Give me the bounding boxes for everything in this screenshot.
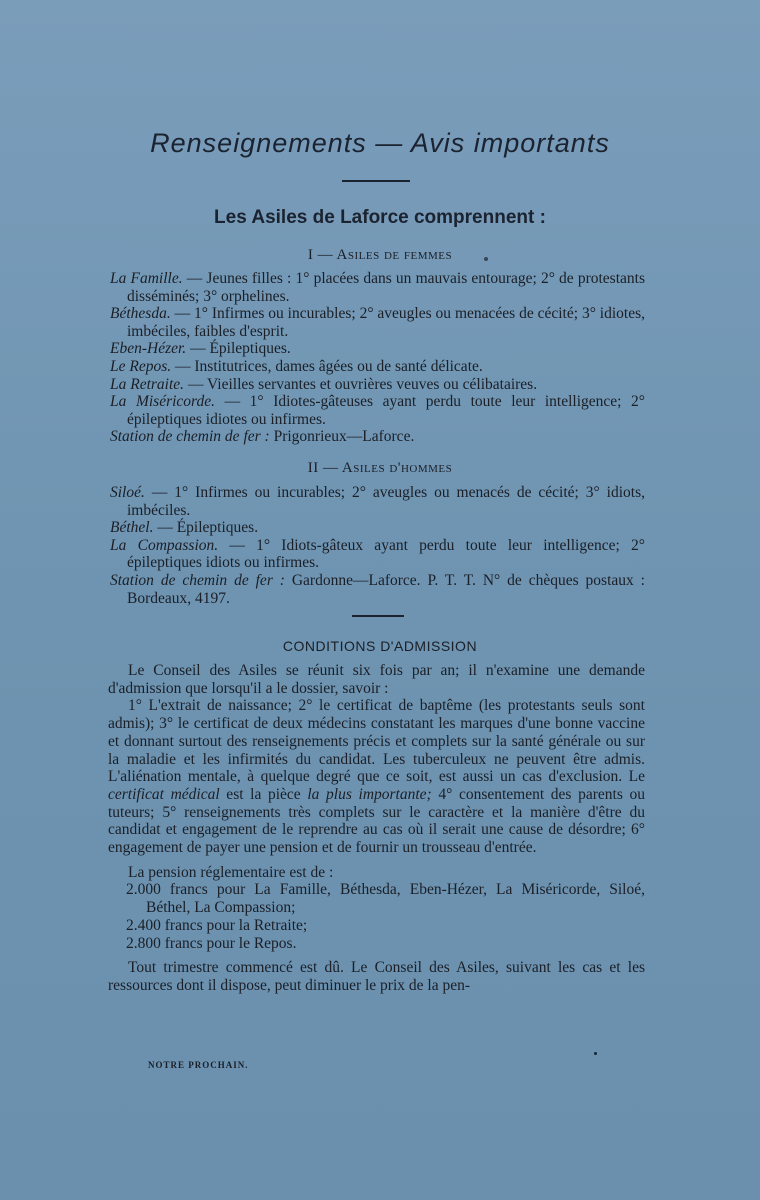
section-women-heading: I — Asiles de femmes	[307, 247, 453, 263]
list-item: Béthesda. — 1° Infirmes ou incurables; 2° aveugles ou menacées de cécité; 3° idiotes, imbéciles, faibles d'esprit.	[110, 305, 645, 340]
list-item: Eben-Hézer. — Épileptiques.	[110, 340, 291, 358]
list-item: La Compassion. — 1° Idiots-gâteux ayant perdu toute leur intelligence; 2° épileptiques idiots ou infirmes.	[110, 536, 645, 572]
pension-item: 2.400 francs pour la Retraite;	[126, 916, 308, 934]
section-men-heading: II — Asiles d'hommes	[307, 460, 453, 476]
subtitle: Les Asiles de Laforce comprennent :	[214, 207, 546, 228]
list-item: Siloé. — 1° Infirmes ou incurables; 2° aveugles ou menacés de cécité; 3° idiots, imbéciles.	[110, 484, 645, 519]
ink-dot	[484, 257, 488, 261]
pension-intro: La pension réglementaire est de :	[128, 863, 334, 881]
footer-signature: NOTRE PROCHAIN.	[148, 1060, 249, 1070]
list-item: La Famille. — Jeunes filles : 1° placées dans un mauvais entourage; 2° de protestants disséminés; 3° orphelines.	[110, 270, 645, 305]
page-title: Renseignements — Avis importants	[150, 128, 610, 158]
list-item: La Miséricorde. — 1° Idiotes-gâteuses ayant perdu toute leur intelligence; 2° épileptiques idiotes ou infirmes.	[110, 393, 645, 428]
section-rule	[352, 615, 404, 617]
conditions-text	[108, 662, 645, 995]
list-item: Béthel. — Épileptiques.	[110, 519, 259, 537]
title-rule	[342, 180, 410, 182]
pension-item: 2.000 francs pour La Famille, Béthesda, Eben-Hézer, La Miséricorde, Siloé, Béthel, La Compassion;	[126, 881, 645, 917]
section-women-list	[110, 270, 645, 446]
list-item: Le Repos. — Institutrices, dames âgées ou de santé délicate.	[110, 357, 483, 375]
list-item: Station de chemin de fer : Gardonne—Laforce. P. T. T. N° de chèques postaux : Bordeaux, 4197.	[110, 571, 645, 607]
list-item: Station de chemin de fer : Prigonrieux—Laforce.	[110, 428, 415, 446]
pension-item: 2.800 francs pour le Repos.	[126, 934, 297, 952]
section-men-list	[110, 484, 645, 607]
conditions-paragraph: Le Conseil des Asiles se réunit six fois par an; il n'examine une demande d'admission que lorsqu'il a le dossier, savoir :	[108, 662, 645, 697]
conditions-paragraph: 1° L'extrait de naissance; 2° le certificat de baptême (les protestants seuls sont admis); 3° le certificat de deux médecins constatant les marques d'une bonne vaccine et donnant surtout des renseignements précis et complets sur la santé générale ou sur la maladie et les infirmités du candidat. Les tuberculeux ne peuvent être admis. L'aliénation mentale, à quelque degré que ce soit, est aussi un cas d'exclusion. Le certificat médical est la pièce la plus importante; 4° consentement des parents ou tuteurs; 5° renseignements très complets sur le caractère et la manière d'être du candidat et engagement de le reprendre au cas où il serait une cause de désordre; 6° engagement de payer une pension et de fournir un trousseau d'entrée.	[108, 697, 646, 857]
conditions-heading: CONDITIONS D'ADMISSION	[282, 638, 478, 654]
conditions-paragraph: Tout trimestre commencé est dû. Le Conseil des Asiles, suivant les cas et les ressources dont il dispose, peut diminuer le prix de la pen-	[108, 959, 645, 994]
list-item: La Retraite. — Vieilles servantes et ouvrières veuves ou célibataires.	[110, 375, 538, 393]
ink-dot	[594, 1052, 597, 1055]
